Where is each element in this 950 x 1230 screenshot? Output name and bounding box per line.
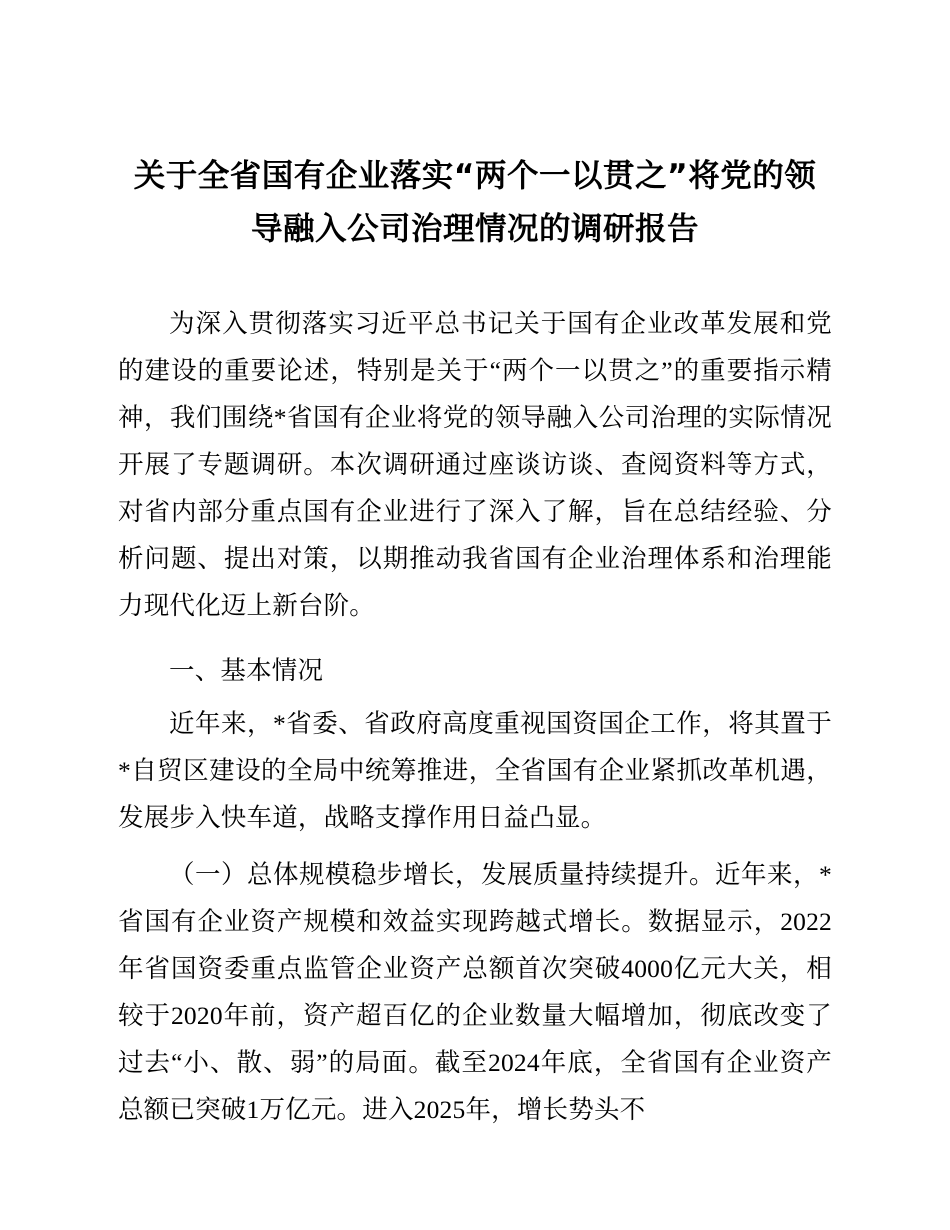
section-heading-1: 一、基本情况: [169, 656, 324, 685]
paragraph-intro: 为深入贯彻落实习近平总书记关于国有企业改革发展和党的建设的重要论述，特别是关于“两个一以贯之”的重要指示精神，我们围绕*省国有企业将党的领导融入公司治理的实际情况开展了专题调研。本次调研通过座谈访谈、查阅资料等方式，对省内部分重点国有企业进行了深入了解，旨在总结经验、分析问题、提出对策，以期推动我省国有企业治理体系和治理能力现代化迈上新台阶。: [118, 309, 832, 620]
paragraph-spacer: [118, 633, 832, 639]
page-title: 关于全省国有企业落实“两个一以贯之”将党的领导融入公司治理情况的调研报告: [133, 158, 817, 247]
paragraph-section-1-p1: 近年来，*省委、省政府高度重视国资国企工作，将其置于*自贸区建设的全局中统筹推进，全省国有企业紧抓改革机遇，发展步入快车道，战略支撑作用日益凸显。: [118, 709, 832, 832]
paragraph-section-1-p2: （一）总体规模稳步增长，发展质量持续提升。近年来，*省国有企业资产规模和效益实现跨越式增长。数据显示，2022年省国资委重点监管企业资产总额首次突破4000亿元大关，相较于2020年前，资产超百亿的企业数量大幅增加，彻底改变了过去“小、散、弱”的局面。截至2024年底，全省国有企业资产总额已突破1万亿元。进入2025年，增长势头不: [118, 860, 832, 1124]
